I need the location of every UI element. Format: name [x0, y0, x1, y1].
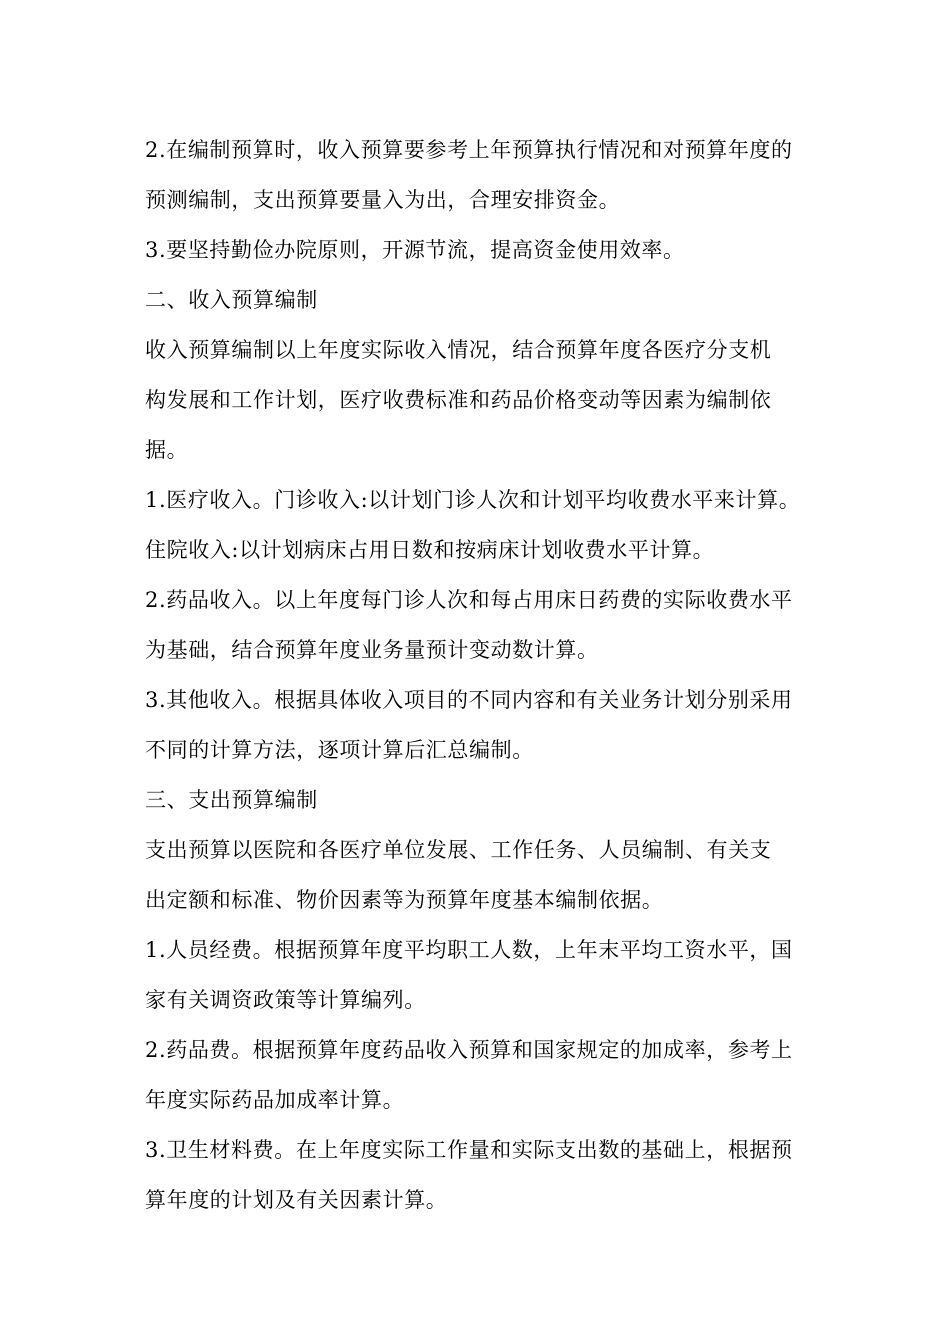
text-line: 年度实际药品加成率计算。 — [145, 1088, 405, 1112]
text-line: 不同的计算方法，逐项计算后汇总编制。 — [145, 738, 534, 762]
section-heading: 二、收入预算编制 — [145, 288, 318, 312]
text-line: 1.医疗收入。门诊收入:以计划门诊人次和计划平均收费水平来计算。 — [145, 488, 801, 512]
text-line: 据。 — [145, 438, 189, 462]
text-line: 1.人员经费。根据预算年度平均职工人数，上年末平均工资水平，国 — [145, 938, 793, 962]
text-line: 出定额和标准、物价因素等为预算年度基本编制依据。 — [145, 888, 664, 912]
text-line: 为基础，结合预算年度业务量预计变动数计算。 — [145, 638, 599, 662]
text-line: 2.在编制预算时，收入预算要参考上年预算执行情况和对预算年度的 — [145, 138, 793, 162]
section-heading: 三、支出预算编制 — [145, 788, 318, 812]
text-line: 3.卫生材料费。在上年度实际工作量和实际支出数的基础上，根据预 — [145, 1138, 793, 1162]
text-line: 3.其他收入。根据具体收入项目的不同内容和有关业务计划分别采用 — [145, 688, 793, 712]
text-line: 家有关调资政策等计算编列。 — [145, 988, 426, 1012]
text-line: 收入预算编制以上年度实际收入情况，结合预算年度各医疗分支机 — [145, 338, 772, 362]
text-line: 2.药品收入。以上年度每门诊人次和每占用床日药费的实际收费水平 — [145, 588, 793, 612]
text-line: 2.药品费。根据预算年度药品收入预算和国家规定的加成率，参考上 — [145, 1038, 793, 1062]
text-line: 支出预算以医院和各医疗单位发展、工作任务、人员编制、有关支 — [145, 838, 772, 862]
text-line: 构发展和工作计划，医疗收费标准和药品价格变动等因素为编制依 — [145, 388, 772, 412]
text-line: 预测编制，支出预算要量入为出，合理安排资金。 — [145, 188, 621, 212]
text-line: 3.要坚持勤俭办院原则，开源节流，提高资金使用效率。 — [145, 238, 685, 262]
text-line: 住院收入:以计划病床占用日数和按病床计划收费水平计算。 — [145, 538, 715, 562]
text-line: 算年度的计划及有关因素计算。 — [145, 1188, 448, 1212]
